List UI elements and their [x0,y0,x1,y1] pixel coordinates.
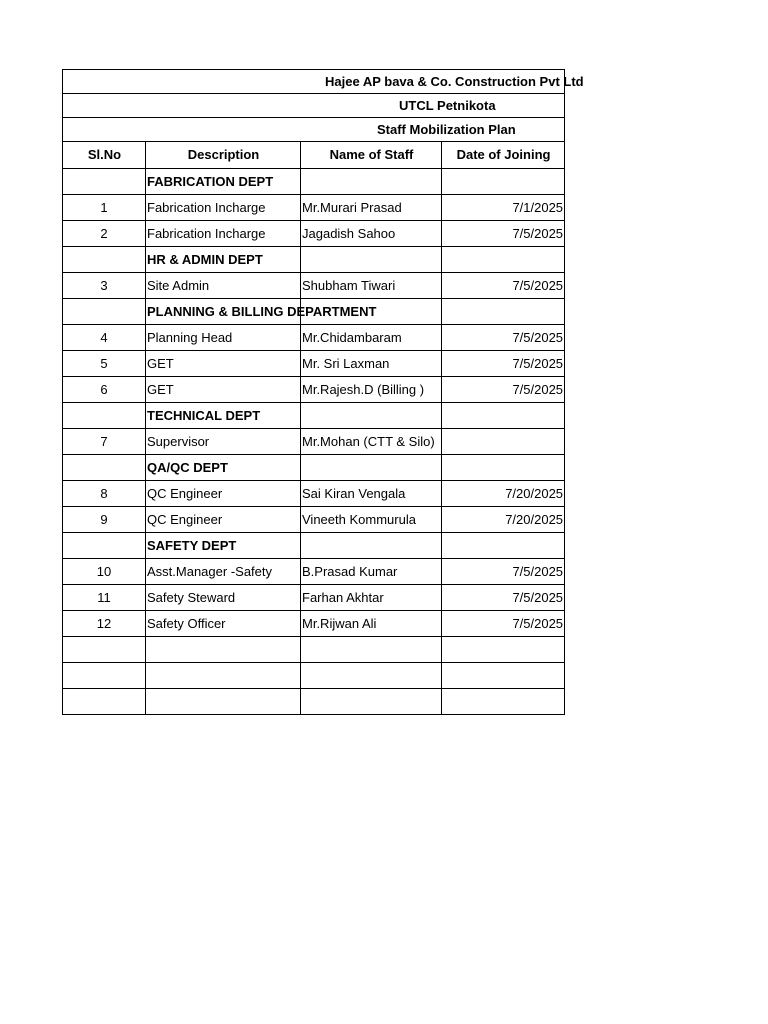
table-row [63,195,565,221]
staff-mobilization-table [62,69,584,715]
empty-row [63,637,565,663]
table-row [63,273,565,299]
spreadsheet-sheet [62,69,584,715]
column-header-row [63,142,565,169]
title-row-company [63,70,565,94]
description-cell[interactable]: Fabrication Incharge [146,195,301,221]
joining-date-cell[interactable] [442,169,565,195]
staff-name-cell[interactable]: Mr.Rijwan Ali [301,611,442,637]
sl-no-cell[interactable]: 1 [63,195,146,221]
description-cell[interactable]: QC Engineer [146,507,301,533]
joining-date-cell[interactable]: 7/5/2025 [442,611,565,637]
staff-name-cell[interactable] [301,169,442,195]
department-name-text: QA/QC DEPT [147,459,228,475]
department-name-cell[interactable] [146,455,301,481]
joining-date-cell[interactable] [442,533,565,559]
empty-row [63,663,565,689]
table-row [63,221,565,247]
description-cell[interactable]: Fabrication Incharge [146,221,301,247]
sl-no-cell[interactable] [63,299,146,325]
column-header-date: Date of Joining [442,142,565,169]
staff-name-cell[interactable]: Mr.Rajesh.D (Billing ) [301,377,442,403]
staff-name-cell[interactable]: Mr. Sri Laxman [301,351,442,377]
sl-no-cell[interactable]: 6 [63,377,146,403]
staff-name-cell[interactable]: Shubham Tiwari [301,273,442,299]
staff-name-cell[interactable]: Mr.Chidambaram [301,325,442,351]
staff-name-cell[interactable]: B.Prasad Kumar [301,559,442,585]
joining-date-cell[interactable]: 7/20/2025 [442,507,565,533]
staff-name-cell[interactable]: Mr.Murari Prasad [301,195,442,221]
joining-date-cell[interactable]: 7/5/2025 [442,325,565,351]
department-header-row [63,455,565,481]
title-row-site [63,94,565,118]
department-name-cell[interactable] [146,533,301,559]
joining-date-cell[interactable]: 7/5/2025 [442,585,565,611]
staff-name-cell[interactable]: Jagadish Sahoo [301,221,442,247]
joining-date-cell[interactable]: 7/5/2025 [442,377,565,403]
table-row [63,481,565,507]
table-row [63,351,565,377]
staff-name-cell[interactable]: Vineeth Kommurula [301,507,442,533]
department-name-cell[interactable] [146,299,377,325]
joining-date-cell[interactable] [442,247,565,273]
table-body [63,169,565,715]
description-cell[interactable]: Supervisor [146,429,301,455]
column-header-sl-no: Sl.No [63,142,146,169]
description-cell[interactable]: Planning Head [146,325,301,351]
sl-no-cell[interactable]: 7 [63,429,146,455]
description-cell[interactable] [146,689,301,715]
staff-name-cell[interactable]: Sai Kiran Vengala [301,481,442,507]
staff-name-cell[interactable] [301,247,442,273]
table-row [63,611,565,637]
department-name-cell[interactable] [146,403,301,429]
sl-no-cell[interactable] [63,689,146,715]
description-cell[interactable] [146,663,301,689]
joining-date-cell[interactable]: 7/5/2025 [442,273,565,299]
joining-date-cell[interactable] [442,637,565,663]
site-title: UTCL Petnikota [63,94,565,118]
sl-no-cell[interactable] [63,637,146,663]
staff-name-cell[interactable] [301,637,442,663]
staff-name-cell[interactable]: Farhan Akhtar [301,585,442,611]
description-cell[interactable]: Asst.Manager -Safety [146,559,301,585]
sl-no-cell[interactable] [63,247,146,273]
joining-date-cell[interactable] [442,299,565,325]
sl-no-cell[interactable]: 3 [63,273,146,299]
description-cell[interactable]: Safety Officer [146,611,301,637]
column-header-description: Description [146,142,301,169]
description-cell[interactable]: GET [146,351,301,377]
empty-row [63,689,565,715]
sl-no-cell[interactable]: 4 [63,325,146,351]
table-row [63,429,565,455]
sl-no-cell[interactable]: 9 [63,507,146,533]
description-cell[interactable]: Safety Steward [146,585,301,611]
sl-no-cell[interactable] [63,455,146,481]
department-name-text: PLANNING & BILLING DEPARTMENT [147,303,377,319]
staff-name-cell[interactable] [301,533,442,559]
joining-date-cell[interactable]: 7/5/2025 [442,351,565,377]
sl-no-cell[interactable] [63,169,146,195]
plan-title: Staff Mobilization Plan [63,118,565,142]
description-cell[interactable] [146,637,301,663]
sl-no-cell[interactable]: 5 [63,351,146,377]
staff-name-cell[interactable] [301,455,442,481]
staff-name-cell[interactable] [301,403,442,429]
table-row [63,325,565,351]
description-cell[interactable]: GET [146,377,301,403]
staff-name-cell[interactable]: Mr.Mohan (CTT & Silo) [301,429,442,455]
table-row [63,377,565,403]
sl-no-cell[interactable]: 8 [63,481,146,507]
joining-date-cell[interactable]: 7/1/2025 [442,195,565,221]
sl-no-cell[interactable] [63,403,146,429]
department-header-row [63,169,565,195]
title-row-plan [63,118,565,142]
column-header-name: Name of Staff [301,142,442,169]
joining-date-cell[interactable] [442,455,565,481]
company-title: Hajee AP bava & Co. Construction Pvt Ltd [63,70,565,94]
sl-no-cell[interactable]: 2 [63,221,146,247]
sl-no-cell[interactable]: 10 [63,559,146,585]
department-name-text: HR & ADMIN DEPT [147,251,263,267]
description-cell[interactable]: Site Admin [146,273,301,299]
sl-no-cell[interactable] [63,663,146,689]
staff-name-cell[interactable] [301,689,442,715]
joining-date-cell[interactable] [442,689,565,715]
sl-no-cell[interactable] [63,533,146,559]
department-name-cell[interactable] [146,247,301,273]
joining-date-cell[interactable] [442,663,565,689]
department-name-text: TECHNICAL DEPT [147,407,261,423]
staff-name-cell[interactable] [301,663,442,689]
sl-no-cell[interactable]: 12 [63,611,146,637]
table-row [63,507,565,533]
table-row [63,559,565,585]
department-header-row [63,533,565,559]
department-header-row [63,247,565,273]
joining-date-cell[interactable]: 7/5/2025 [442,559,565,585]
joining-date-cell[interactable] [442,429,565,455]
sl-no-cell[interactable]: 11 [63,585,146,611]
joining-date-cell[interactable]: 7/5/2025 [442,221,565,247]
description-cell[interactable]: QC Engineer [146,481,301,507]
department-header-row [63,299,565,325]
department-name-cell[interactable] [146,169,301,195]
department-header-row [63,403,565,429]
department-name-text: FABRICATION DEPT [147,173,274,189]
joining-date-cell[interactable] [442,403,565,429]
joining-date-cell[interactable]: 7/20/2025 [442,481,565,507]
department-name-text: SAFETY DEPT [147,537,237,553]
table-row [63,585,565,611]
